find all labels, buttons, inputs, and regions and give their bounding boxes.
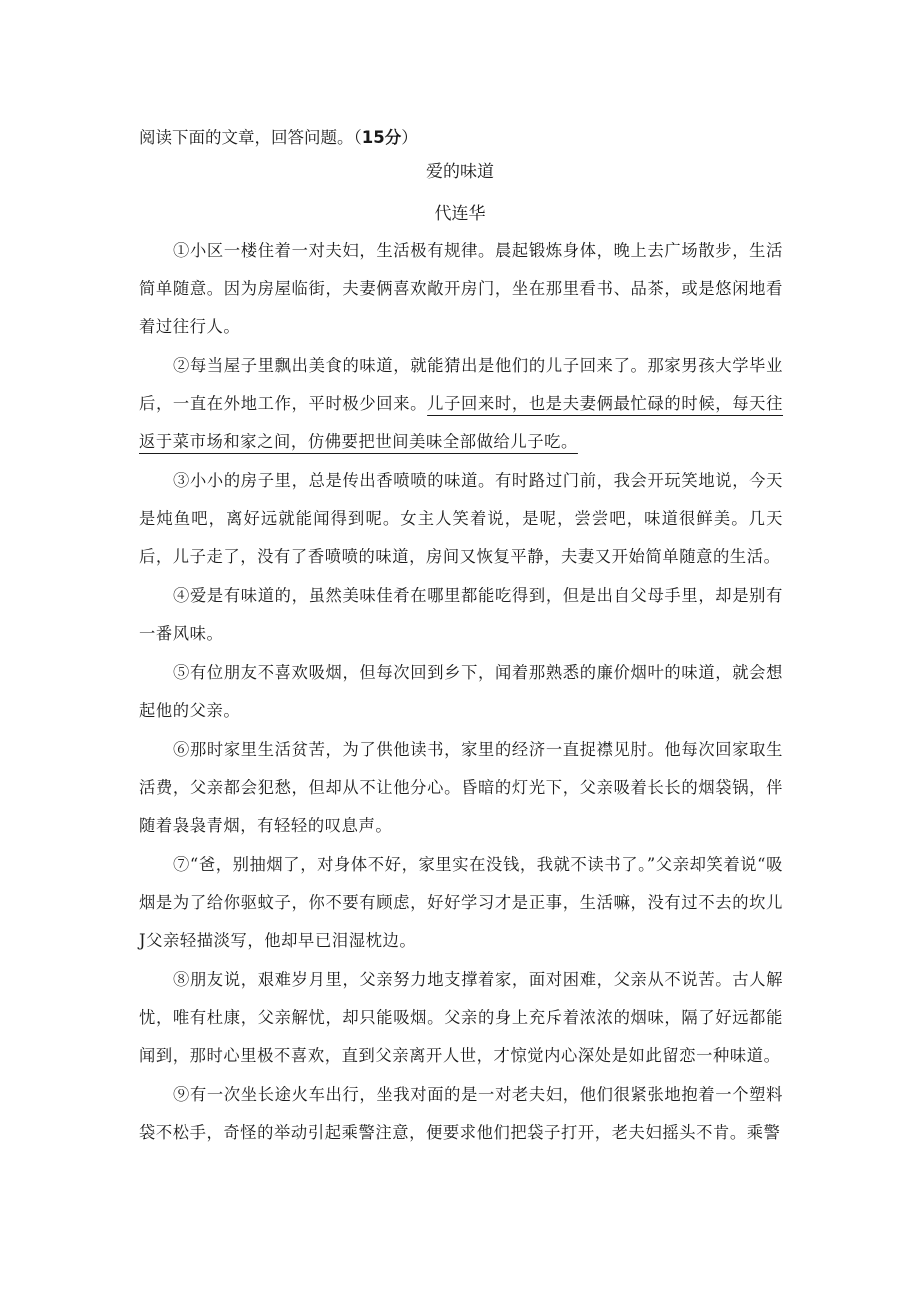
paragraph-4: ④爱是有味道的，虽然美味佳肴在哪里都能吃得到，但是出自父母手里，却是别有一番风味。 [139, 585, 783, 643]
instruction-points: 15分 [361, 128, 402, 147]
paragraph-2 [139, 347, 783, 461]
instruction-text: 阅读下面的文章，回答问题。（ [139, 128, 362, 147]
paragraph-1: ①小区一楼住着一对夫妇，生活极有规律。晨起锻炼身体，晚上去广场散步，生活简单随意。因为房屋临街，夫妻俩喜欢敞开房门，坐在那里看书、品茶，或是悠闲地看着过往行人。 [139, 241, 783, 337]
article-body [139, 232, 783, 1152]
paragraph-9: ⑨有一次坐长途火车出行，坐我对面的是一对老夫妇，他们很紧张地抱着一个塑料袋不松手，奇怪的举动引起乘警注意，便要求他们把袋子打开，老夫妇摇头不肯。乘警 [139, 1084, 783, 1142]
paragraph-3: ③小小的房子里，总是传出香喷喷的味道。有时路过门前，我会开玩笑地说，今天是炖鱼吧，离好远就能闻得到呢。女主人笑着说，是呢，尝尝吧，味道很鲜美。几天后，儿子走了，没有了香喷喷的味道，房间又恢复平静，夫妻又开始简单随意的生活。 [139, 470, 783, 567]
paragraph-8: ⑧朋友说，艰难岁月里，父亲努力地支撑着家，面对困难，父亲从不说苦。古人解忧，唯有杜康，父亲解忧，却只能吸烟。父亲的身上充斥着浓浓的烟味，隔了好远都能闻到，那时心里极不喜欢，直到父亲离开人世，才惊觉内心深处是如此留恋一种味道。 [139, 969, 783, 1065]
paragraph-2-text: ②每当屋子里飘出美食的味道，就能猜出是他们的儿子回来了。那家男孩大学毕业后，一直在外地工作，平时极少回来。 [139, 355, 783, 414]
paragraph-2-underlined-sentence: 儿子回来时，也是夫妻俩最忙碌的时候，每天往返于菜市场和家之间，仿佛要把世间美味全部做给儿子吃。 [139, 394, 784, 452]
instruction-close: ） [401, 128, 418, 147]
paragraph-7: ⑦“爸，别抽烟了，对身体不好，家里实在没钱，我就不读书了。”父亲却笑着说“吸烟是为了给你驱蚊子，你不要有顾虑，好好学习才是正事，生活嘛，没有过不去的坎儿J父亲轻描淡写，他却早已泪湿枕边。 [139, 854, 783, 950]
question-instruction [139, 126, 418, 150]
paragraph-5: ⑤有位朋友不喜欢吸烟，但每次回到乡下，闻着那熟悉的廉价烟叶的味道，就会想起他的父亲。 [139, 662, 783, 720]
article-author: 代连华 [434, 204, 486, 224]
article-title: 爱的味道 [426, 162, 494, 182]
paragraph-6: ⑥那时家里生活贫苦，为了供他读书，家里的经济一直捉襟见肘。他每次回家取生活费，父亲都会犯愁，但却从不让他分心。昏暗的灯光下，父亲吸着长长的烟袋锅，伴随着袅袅青烟，有轻轻的叹息声。 [139, 739, 783, 835]
